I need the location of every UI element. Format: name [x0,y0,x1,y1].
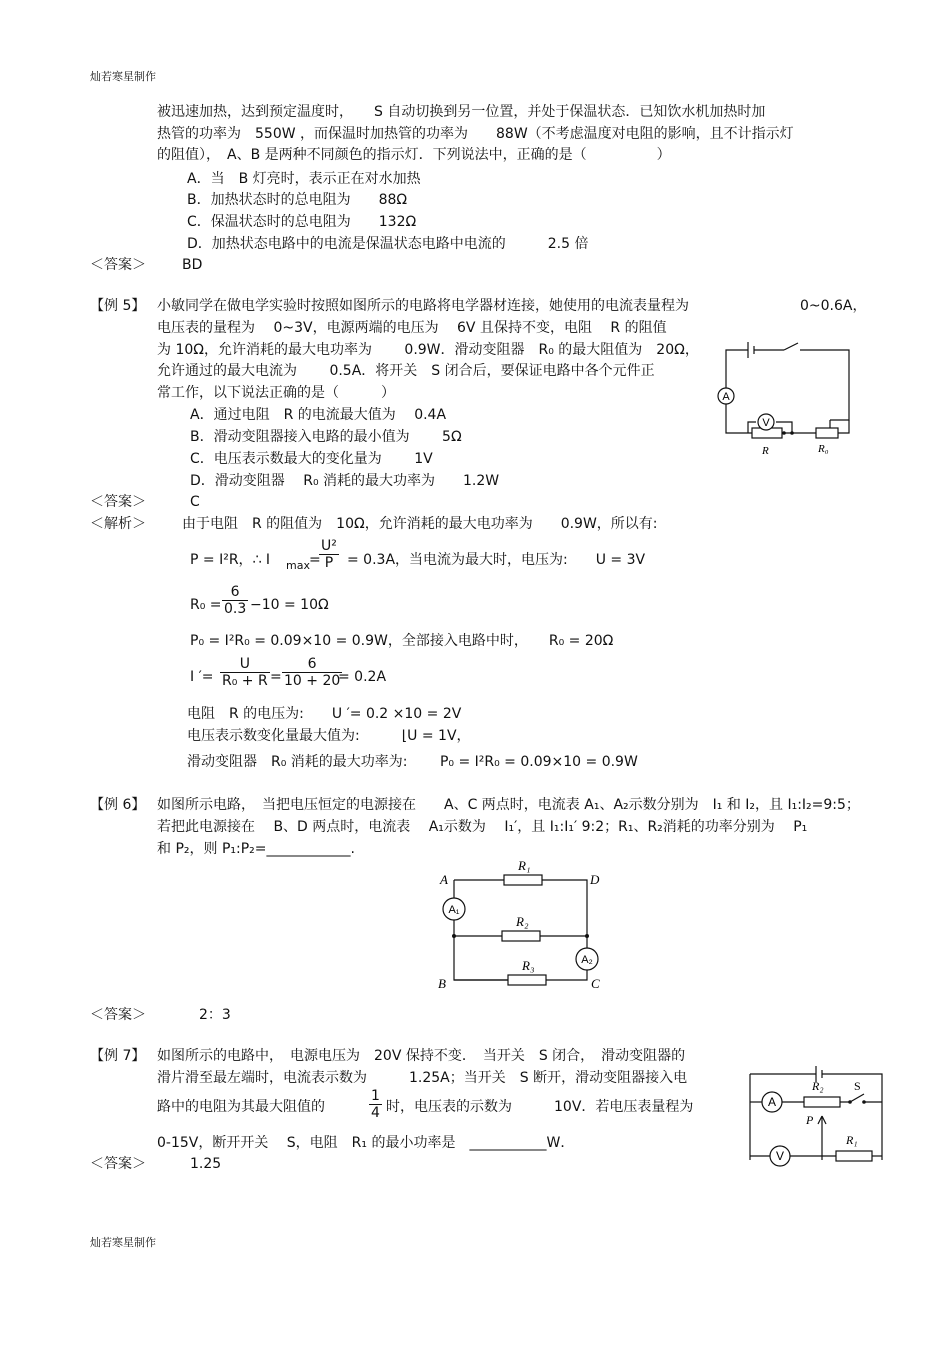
ex6-line-1: 如图所示电路， 当把电压恒定的电源接在 A、C 两点时，电流表 A₁、A₂示数分别为 I₁ 和 I₂，且 I₁:I₂=9:5； [157,797,860,813]
ex5-formula-p0: P₀ = I²R₀ = 0.09×10 = 0.9W，全部接入电路中时， R₀ = 20Ω [190,633,614,649]
ex4-option-a: A．当 B 灯亮时，表示正在对水加热 [187,171,421,187]
fraction-numerator: U² [321,538,337,554]
ex6-line-2: 若把此电源接在 B、D 两点时，电流表 A₁示数为 I₁′，且 I₁:I₁′ 9:2；R₁、R₂消耗的功率分别为 P₁ [157,819,808,835]
fraction-denominator: 0.3 [224,601,247,617]
ex5-formula-power: P = I²R，∴ I [190,552,271,568]
ex5-analysis-1: 由于电阻 R 的阻值为 10Ω，允许消耗的最大电功率为 0.9W，所以有: [182,516,658,532]
ex5-analysis-label: ＜解析＞ [90,516,146,532]
fraction-numerator: 1 [371,1088,380,1104]
ex5-analysis-6: 电阻 R 的电压为: U ′= 0.2 ×10 = 2V [187,706,462,722]
ex7-line-3a: 路中的电阻为其最大阻值的 [157,1099,325,1115]
ex5-formula-max-sub: max [286,559,310,572]
ex7-ammeter-label: A [767,1095,777,1109]
ex5-formula-eq: = [309,552,321,568]
ex4-line-2: 热管的功率为 550W ，而保温时加热管的功率为 88W（不考虑温度对电阻的影响，且不计指示灯 [157,126,794,142]
ex5-formula-eq2: = [270,669,282,685]
ex6-node-b: B [438,976,446,991]
ex6-node-c: C [591,976,600,991]
ex4-line-1: 被迅速加热，达到预定温度时， S 自动切换到另一位置，并处于保温状态．已知饮水机加热时加 [157,104,766,120]
ex6-node-d: D [590,872,600,887]
fraction-denominator: R₀ + R [222,673,268,689]
ex7-answer: 1.25 [190,1156,222,1172]
ex7-answer-label: ＜答案＞ [90,1156,146,1172]
ex6-node-a: A [440,872,448,887]
ex7-r2-label: R₂ [812,1079,824,1093]
ex4-option-c: C．保温状态时的总电阻为 132Ω [187,214,417,230]
ex5-line-2: 电压表的量程为 0~3V，电源两端的电压为 6V 且保持不变，电阻 R 的阻值 [157,320,667,336]
fraction-numerator: U [220,656,270,673]
ex6-circuit-diagram [430,856,610,992]
ex6-ammeter-a2-label: A₂ [581,954,593,966]
ex4-option-b: B．加热状态时的总电阻为 88Ω [187,192,408,208]
ex4-option-d: D．加热状态电路中的电流是保温状态电路中电流的 2.5 倍 [187,236,589,252]
ex5-line-3: 为 10Ω，允许消耗的最大电功率为 0.9W．滑动变阻器 R₀ 的最大阻值为 20Ω， [157,342,699,358]
ex5-answer: C [190,494,200,510]
ex5-fraction-imax [319,538,339,571]
ex7-line-4: 0-15V，断开开关 S，电阻 R₁ 的最小功率是 ___________W． [157,1135,575,1151]
ex5-range: 0~0.6A， [800,298,867,314]
ex6-r2-label: R₂ [516,914,529,929]
ex5-line-4: 允许通过的最大电流为 0.5A．将开关 S 闭合后，要保证电路中各个元件正 [157,363,655,379]
ex7-switch-label: S [854,1079,861,1093]
ex7-fraction-quarter [369,1088,382,1121]
ex5-formula-i-result: = 0.2A [338,669,387,685]
ex5-voltmeter-label: V [762,417,770,429]
ex4-line-3: 的阻值）， A、B 是两种不同颜色的指示灯．下列说法中，正确的是（ ） [157,147,671,163]
ex5-fraction-values [282,656,342,689]
ex6-answer: 2：3 [199,1007,231,1023]
ex5-tag: 【例 5】 [90,298,146,314]
ex7-line-1: 如图所示的电路中， 电源电压为 20V 保持不变． 当开关 S 闭合， 滑动变阻器的 [157,1048,686,1064]
ex5-line-1: 小敏同学在做电学实验时按照如图所示的电路将电学器材连接，她使用的电流表量程为 [157,298,689,314]
ex5-formula-i-prime: I ′= [190,669,214,685]
ex5-answer-label: ＜答案＞ [90,494,146,510]
ex5-formula-r0-result: −10 = 10Ω [250,597,329,613]
ex5-rheostat-label: R₀ [818,443,829,455]
ex5-fraction-u-over-r [220,656,270,689]
ex5-option-d: D．滑动变阻器 R₀ 消耗的最大功率为 1.2W [190,473,500,489]
ex5-option-a: A．通过电阻 R 的电流最大值为 0.4A [190,407,447,423]
ex6-line-3: 和 P₂，则 P₁:P₂=____________. [157,841,355,857]
ex6-answer-label: ＜答案＞ [90,1007,146,1023]
page-footer: 灿若寒星制作 [90,1236,156,1249]
ex5-analysis-8: 滑动变阻器 R₀ 消耗的最大功率为: P₀ = I²R₀ = 0.09×10 = 0.9W [187,754,638,770]
ex6-ammeter-a1-label: A₁ [448,904,460,916]
ex5-analysis-7: 电压表示数变化量最大值为: ⌊U = 1V， [187,728,471,744]
fraction-denominator: 10 + 20 [284,673,341,689]
ex5-formula-r0: R₀ = [190,597,222,613]
ex5-line-5: 常工作，以下说法正确的是（ ） [157,385,395,401]
fraction-denominator: 4 [371,1105,380,1121]
ex7-tag: 【例 7】 [90,1048,146,1064]
ex5-fraction-r0 [222,584,248,617]
ex7-r1-label: R₁ [846,1133,858,1147]
ex6-r1-label: R₁ [518,858,531,873]
ex7-line-3b: 时，电压表的示数为 10V．若电压表量程为 [386,1099,694,1115]
fraction-numerator: 6 [222,584,248,601]
ex6-r3-label: R₃ [522,958,535,973]
ex5-formula-current: = 0.3A，当电流为最大时，电压为: U = 3V [347,552,646,568]
ex5-option-b: B．滑动变阻器接入电路的最小值为 5Ω [190,429,462,445]
ex7-circuit-diagram [742,1060,887,1172]
fraction-denominator: P [324,555,334,571]
page-header: 灿若寒星制作 [90,70,156,83]
ex5-option-c: C．电压表示数最大的变化量为 1V [190,451,433,467]
ex5-circuit-diagram [712,338,857,460]
fraction-numerator: 6 [282,656,342,673]
ex7-slider-label: P [806,1113,814,1127]
ex7-voltmeter-label: V [775,1149,785,1163]
ex6-tag: 【例 6】 [90,797,146,813]
ex5-ammeter-label: A [722,391,730,403]
ex5-resistor-label: R [762,445,769,457]
ex4-answer: BD [182,257,203,273]
ex7-line-2: 滑片滑至最左端时，电流表示数为 1.25A；当开关 S 断开，滑动变阻器接入电 [157,1070,688,1086]
ex4-answer-label: ＜答案＞ [90,257,146,273]
